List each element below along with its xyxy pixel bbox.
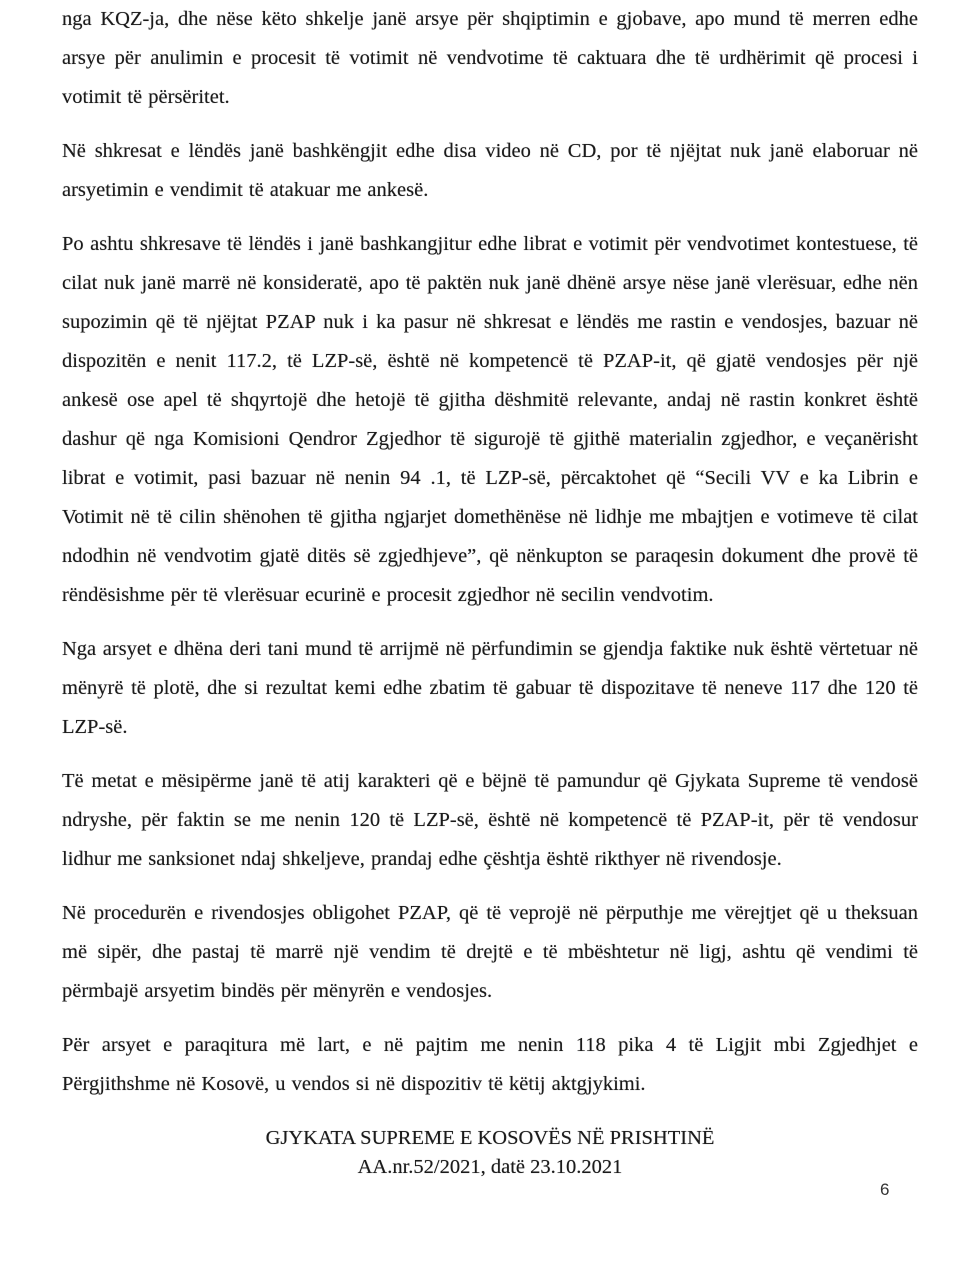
paragraph: Në procedurën e rivendosjes obligohet PZAP, që të veprojë në përputhje me vërejtjet që u theksuan më sipër, dhe pastaj të marrë një vendim të drejtë e të mbështetur në ligj, ashtu që vendimi të përmbajë arsyetim bindës për mënyrën e vendosjes. [62,902,918,1002]
case-reference: AA.nr.52/2021, datë 23.10.2021 [357,1156,623,1178]
page-number: 6 [880,1180,890,1199]
paragraph: Të metat e mësipërme janë të atij karakteri që e bëjnë të pamundur që Gjykata Supreme të vendosë ndryshe, për faktin se me nenin 120 të LZP-së, është në kompetencë të PZAP-it, për të vendosur lidhur me sanksionet ndaj shkeljeve, prandaj edhe çështja është rikthyer në rivendosje. [62,770,918,870]
paragraph: Në shkresat e lëndës janë bashkëngjit edhe disa video në CD, por të njëjtat nuk janë elaboruar në arsyetimin e vendimit të atakuar me ankesë. [62,140,918,201]
court-name: GJYKATA SUPREME E KOSOVËS NË PRISHTINË [265,1127,715,1149]
text-column [62,0,918,1182]
paragraph: nga KQZ-ja, dhe nëse këto shkelje janë arsye për shqiptimin e gjobave, apo mund të merren edhe arsye për anulimin e procesit të votimit në vendvotime të caktuara dhe të urdhërimit që procesi i votimit të përsëritet. [62,8,918,108]
paragraph: Nga arsyet e dhëna deri tani mund të arrijmë në përfundimin se gjendja faktike nuk është vërtetuar në mënyrë të plotë, dhe si rezultat kemi edhe zbatim të gabuar të dispozitave të neneve 117 dhe 120 të LZP-së. [62,638,918,738]
paragraph: Po ashtu shkresave të lëndës i janë bashkangjitur edhe librat e votimit për vendvotimet kontestuese, të cilat nuk janë marrë në konsideratë, apo të paktën nuk janë dhënë arsye nëse janë vlerësuar, edhe nën supozimin që të njëjtat PZAP nuk i ka pasur në shkresat e lëndës me rastin e vendosjes, bazuar në dispozitën e nenit 117.2, të LZP-së, është në kompetencë të PZAP-it, që gjatë vendosjes për një ankesë ose apel të shqyrtojë dhe hetojë të gjitha dëshmitë relevante, andaj në rastin konkret është dashur që nga Komisioni Qendror Zgjedhor të sigurojë të gjithë materialin zgjedhor, e veçanërisht librat e votimit, pasi bazuar në nenin 94 .1, të LZP-së, përcaktohet që “Secili VV e ka Librin e Votimit në të cilin shënohen të gjitha ngjarjet domethënëse në lidhje me mbajtjen e votimeve të cilat ndodhin në vendvotim gjatë ditës së zgjedhjeve”, që nënkupton se paraqesin dokument dhe provë të rëndësishme për të vlerësuar ecurinë e procesit zgjedhor në secilin vendvotim. [62,233,918,606]
paragraph: Për arsyet e paraqitura më lart, e në pajtim me nenin 118 pika 4 të Ligjit mbi Zgjedhjet e Përgjithshme në Kosovë, u vendos si në dispozitiv të këtij aktgjykimi. [62,1034,918,1095]
closing-block [62,1124,918,1182]
